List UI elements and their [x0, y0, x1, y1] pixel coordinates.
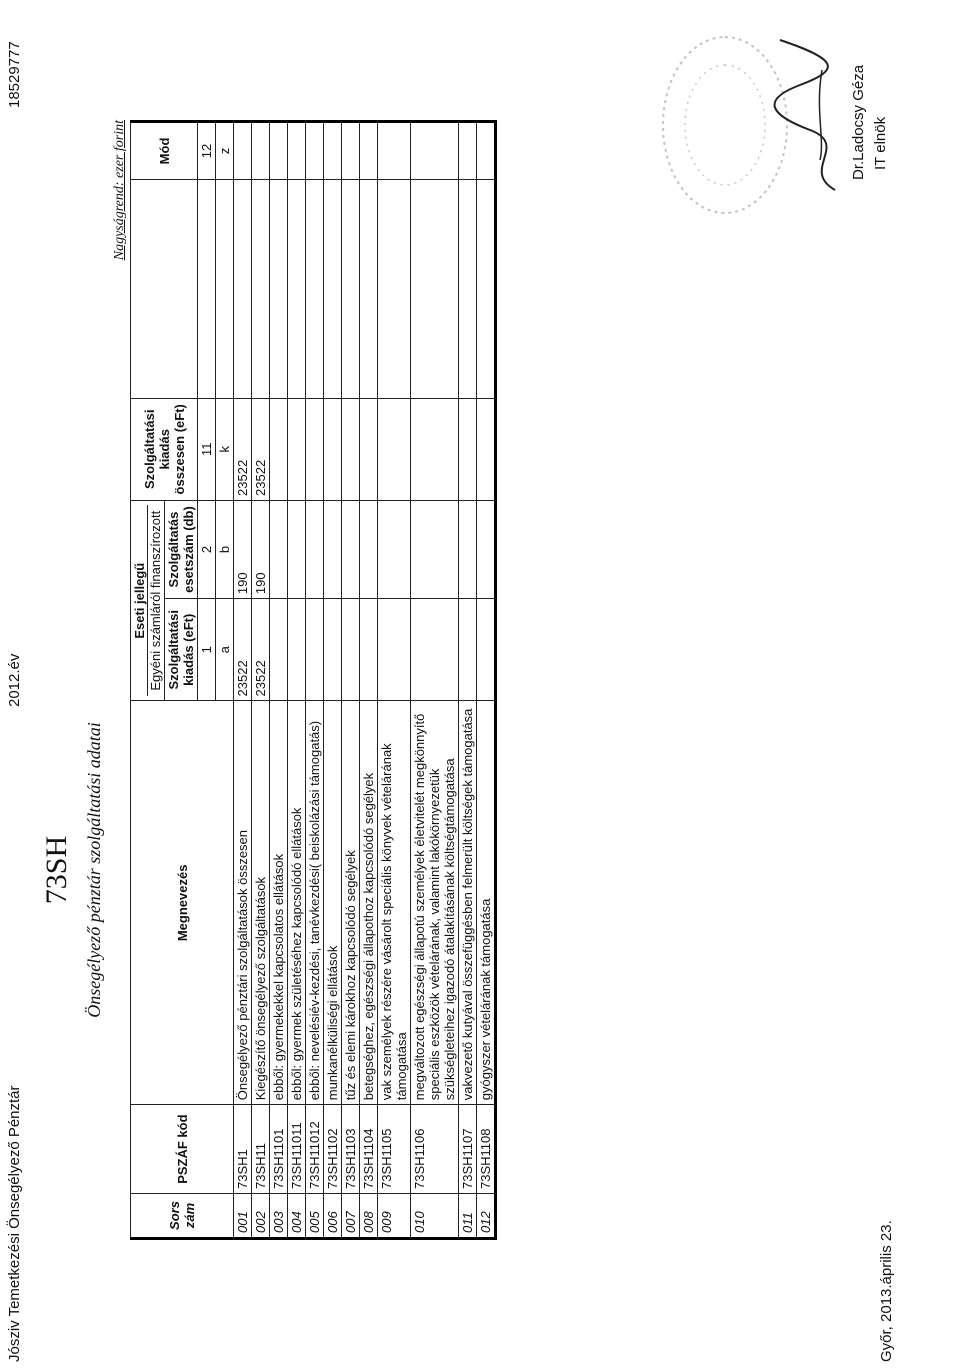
row-name: gyógyszer vételárának támogatása — [477, 701, 496, 1105]
row-mod — [324, 122, 342, 180]
row-total: 23522 — [234, 398, 252, 500]
row-kiadas: 23522 — [234, 599, 252, 701]
row-kiadas — [306, 599, 324, 701]
place-date: Győr, 2013.április 23. — [878, 1220, 895, 1362]
col-header-blank — [131, 179, 198, 398]
col-header-esetszam: Szolgáltatás esetszám (db) — [165, 500, 198, 598]
row-kod: 73SH11012 — [306, 1105, 324, 1194]
row-blank — [459, 179, 477, 398]
row-sors: 002 — [252, 1194, 270, 1239]
table-row — [411, 122, 459, 1239]
unit-note: Nagyságrend: ezer forint — [112, 120, 127, 261]
row-sors: 010 — [411, 1194, 459, 1239]
row-total — [270, 398, 288, 500]
header-fund-name: Jósziv Temetkezési Önsegélyező Pénztár — [6, 1085, 23, 1362]
row-total — [411, 398, 459, 500]
row-name: munkanélküliségi ellátások — [324, 701, 342, 1105]
signer-name: Dr.Ladocsy Géza — [850, 64, 867, 180]
signature-image — [740, 30, 860, 200]
row-esetszam — [378, 500, 411, 598]
row-name: vak személyek részére vásárolt speciális könyvek vételárának támogatása — [378, 701, 411, 1105]
row-kod: 73SH1102 — [324, 1105, 342, 1194]
row-sors: 008 — [360, 1194, 378, 1239]
row-esetszam — [324, 500, 342, 598]
row-esetszam: 190 — [234, 500, 252, 598]
row-esetszam — [459, 500, 477, 598]
col-header-kod: PSZÁF kód — [131, 1105, 234, 1194]
row-blank — [411, 179, 459, 398]
row-sors: 012 — [477, 1194, 496, 1239]
row-total — [360, 398, 378, 500]
row-kod: 73SH1101 — [270, 1105, 288, 1194]
row-kiadas — [411, 599, 459, 701]
col-header-sors: Sors zám — [131, 1194, 234, 1239]
row-mod — [234, 122, 252, 180]
table-row — [288, 122, 306, 1239]
col-header-total: Szolgáltatási kiadás összesen (eFt) — [131, 398, 198, 500]
col-header-mod: Mód — [131, 122, 198, 180]
row-name: Kiegészítő önsegélyező szolgáltatások — [252, 701, 270, 1105]
header-year: 2012.év — [6, 653, 23, 707]
row-mod — [288, 122, 306, 180]
table-row — [378, 122, 411, 1239]
row-sors: 009 — [378, 1194, 411, 1239]
row-kiadas — [378, 599, 411, 701]
table-row — [234, 122, 252, 1239]
row-mod — [342, 122, 360, 180]
index-number: 11 — [198, 398, 216, 500]
row-total — [324, 398, 342, 500]
index-letter: b — [216, 500, 234, 598]
row-mod — [360, 122, 378, 180]
row-sors: 003 — [270, 1194, 288, 1239]
row-total — [288, 398, 306, 500]
row-kiadas — [342, 599, 360, 701]
table-row — [270, 122, 288, 1239]
signer-role: IT elnök — [872, 116, 889, 170]
index-blank — [216, 179, 234, 398]
index-blank — [198, 179, 216, 398]
index-letter: z — [216, 122, 234, 180]
row-total — [342, 398, 360, 500]
index-number: 12 — [198, 122, 216, 180]
row-kod: 73SH1107 — [459, 1105, 477, 1194]
row-blank — [270, 179, 288, 398]
table-row — [477, 122, 496, 1239]
page-subtitle: Önsegélyező pénztár szolgáltatási adatai — [84, 722, 104, 1018]
row-mod — [252, 122, 270, 180]
table-row — [306, 122, 324, 1239]
group-title: Eseti jellegű — [132, 562, 147, 639]
index-number: 2 — [198, 500, 216, 598]
row-sors: 005 — [306, 1194, 324, 1239]
row-total — [378, 398, 411, 500]
row-total — [306, 398, 324, 500]
row-mod — [411, 122, 459, 180]
table-row — [459, 122, 477, 1239]
row-kod: 73SH11011 — [288, 1105, 306, 1194]
row-name: Önsegélyező pénztári szolgáltatások összesen — [234, 701, 252, 1105]
data-table — [130, 120, 497, 1240]
row-kiadas — [270, 599, 288, 701]
row-esetszam: 190 — [252, 500, 270, 598]
row-esetszam — [306, 500, 324, 598]
row-kiadas — [324, 599, 342, 701]
row-sors: 007 — [342, 1194, 360, 1239]
row-kiadas: 23522 — [252, 599, 270, 701]
row-esetszam — [342, 500, 360, 598]
table-row — [324, 122, 342, 1239]
index-number: 1 — [198, 599, 216, 701]
index-letter: a — [216, 599, 234, 701]
row-kod: 73SH11 — [252, 1105, 270, 1194]
col-header-group — [131, 500, 165, 701]
table-body — [234, 122, 496, 1239]
row-blank — [324, 179, 342, 398]
row-blank — [360, 179, 378, 398]
row-esetszam — [360, 500, 378, 598]
col-header-name: Megnevezés — [131, 701, 234, 1105]
row-esetszam — [270, 500, 288, 598]
row-mod — [477, 122, 496, 180]
row-blank — [378, 179, 411, 398]
header-id-number: 18529777 — [6, 41, 23, 108]
col-header-kiadas: Szolgáltatási kiadás (eFt) — [165, 599, 198, 701]
row-name: ebből: gyermek születéséhez kapcsolódó ellátások — [288, 701, 306, 1105]
table-row — [360, 122, 378, 1239]
row-name: ebből: gyermekekkel kapcsolatos ellátások — [270, 701, 288, 1105]
row-kod: 73SH1108 — [477, 1105, 496, 1194]
row-esetszam — [411, 500, 459, 598]
row-kiadas — [288, 599, 306, 701]
row-blank — [288, 179, 306, 398]
row-kod: 73SH1 — [234, 1105, 252, 1194]
row-sors: 006 — [324, 1194, 342, 1239]
row-mod — [270, 122, 288, 180]
row-kod: 73SH1104 — [360, 1105, 378, 1194]
page-title: 73SH — [40, 835, 73, 905]
row-kod: 73SH1106 — [411, 1105, 459, 1194]
row-blank — [342, 179, 360, 398]
row-kod: 73SH1105 — [378, 1105, 411, 1194]
group-subtitle: Egyéni számláról finanszírozott — [147, 505, 163, 697]
row-blank — [234, 179, 252, 398]
row-esetszam — [477, 500, 496, 598]
table-row — [252, 122, 270, 1239]
row-name: betegséghez, egészségi állapothoz kapcsolódó segélyek — [360, 701, 378, 1105]
row-blank — [306, 179, 324, 398]
row-name: vakvezető kutyával összefüggésben felmerült költségek támogatása — [459, 701, 477, 1105]
row-total — [477, 398, 496, 500]
row-name: megváltozott egészségi állapotú személyek életvitelét megkönnyítő speciális eszközök vételárának, valamint lakókörnyezetük szükségleteihez igazodó átalakításának költségtámogatása — [411, 701, 459, 1105]
row-name: ebből: nevelésiév-kezdési, tanévkezdési( beiskolázási támogatás) — [306, 701, 324, 1105]
row-mod — [306, 122, 324, 180]
row-total: 23522 — [252, 398, 270, 500]
row-kiadas — [360, 599, 378, 701]
row-kod: 73SH1103 — [342, 1105, 360, 1194]
index-letter: k — [216, 398, 234, 500]
row-blank — [252, 179, 270, 398]
row-mod — [459, 122, 477, 180]
row-blank — [477, 179, 496, 398]
row-esetszam — [288, 500, 306, 598]
table-row — [342, 122, 360, 1239]
row-sors: 001 — [234, 1194, 252, 1239]
row-kiadas — [477, 599, 496, 701]
row-total — [459, 398, 477, 500]
row-sors: 011 — [459, 1194, 477, 1239]
row-name: tűz és elemi károkhoz kapcsolódó segélyek — [342, 701, 360, 1105]
row-mod — [378, 122, 411, 180]
row-sors: 004 — [288, 1194, 306, 1239]
row-kiadas — [459, 599, 477, 701]
